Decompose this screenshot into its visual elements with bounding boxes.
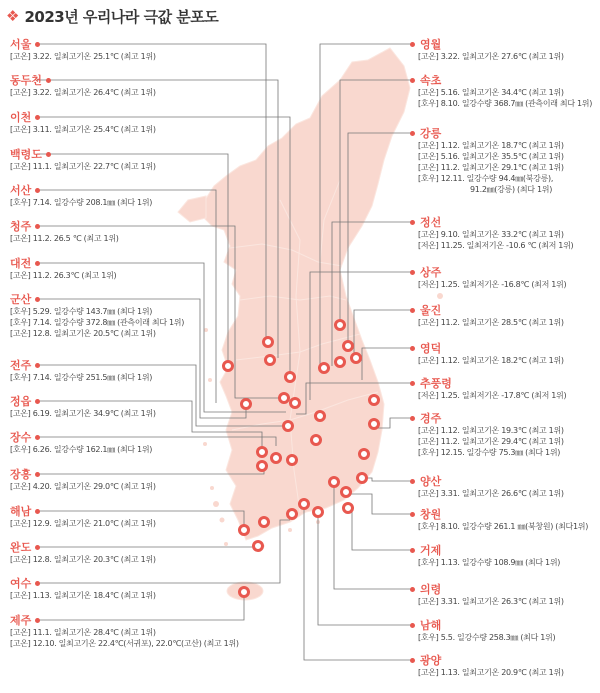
bullet-icon [410, 623, 415, 628]
station-record: [고온] 1.12. 일최고기온 19.3℃ (최고 1위) [418, 426, 564, 435]
bullet-icon [410, 512, 415, 517]
station-name: 대전 [10, 257, 32, 270]
station-record: [저온] 1.25. 일최저기온 -17.8℃ (최저 1위) [418, 391, 567, 400]
bullet-icon [35, 399, 40, 404]
station-name: 동두천 [10, 74, 42, 87]
bullet-icon [35, 115, 40, 120]
bullet-icon [410, 42, 415, 47]
station-record: [고온] 11.2. 일최고기온 29.4℃ (최고 1위) [418, 437, 564, 446]
station-record: [고온] 3.22. 일최고기온 26.4℃ (최고 1위) [10, 88, 156, 97]
marker-gyeongju [370, 420, 379, 429]
station-dongducheon [10, 74, 220, 98]
bullet-icon [410, 308, 415, 313]
station-record: [고온] 12.10. 일최고기온 22.4℃(서귀포), 22.0℃(고산) (최고 1위) [10, 639, 239, 648]
station-gunsan [10, 293, 220, 339]
station-record: [고온] 12.8. 일최고기온 20.5℃ (최고 1위) [10, 329, 156, 338]
station-record: [고온] 3.31. 일최고기온 26.6℃ (최고 1위) [418, 489, 564, 498]
bullet-icon [410, 658, 415, 663]
station-namhae [410, 619, 598, 643]
bullet-icon [410, 479, 415, 484]
station-record: [호우] 7.14. 일강수량 208.1㎜ (최다 1위) [10, 198, 153, 207]
station-cheongju [10, 220, 220, 244]
station-record: [고온] 11.1. 일최고기온 22.7℃ (최고 1위) [10, 162, 156, 171]
marker-sangju [291, 399, 300, 408]
station-record: [고온] 5.16. 일최고기온 35.5℃ (최고 1위) [418, 152, 564, 161]
station-icheon [10, 111, 220, 135]
station-yeosu [10, 577, 220, 601]
station-name: 거제 [420, 544, 442, 557]
station-name: 영덕 [420, 342, 442, 355]
station-record: [고온] 12.8. 일최고기온 20.3℃ (최고 1위) [10, 555, 156, 564]
station-record: [고온] 9.10. 일최고기온 33.2℃ (최고 1위) [418, 230, 564, 239]
bullet-icon [35, 42, 40, 47]
station-jeongeup [10, 395, 220, 419]
station-sokcho [410, 74, 598, 109]
station-record: [호우] 12.15. 일강수량 75.3㎜ (최다 1위) [418, 448, 561, 457]
station-record: [고온] 3.22. 일최고기온 27.6℃ (최고 1위) [418, 52, 564, 61]
marker-geoje [342, 488, 351, 497]
station-name: 남해 [420, 619, 442, 632]
station-name: 여수 [10, 577, 32, 590]
station-uiryeong [410, 583, 598, 607]
marker-changwon [358, 474, 367, 483]
leader-yangsan [364, 478, 412, 481]
station-name: 해남 [10, 505, 32, 518]
bullet-icon [35, 224, 40, 229]
marker-wando-2 [254, 542, 263, 551]
station-record: [호우] 8.10. 일강수량 368.7㎜ (관측이래 최다 1위) [418, 99, 593, 108]
station-name: 군산 [10, 293, 32, 306]
station-record: [호우] 12.11. 일강수량 94.4㎜(북강릉), [418, 174, 554, 183]
station-record: [고온] 1.13. 일최고기온 20.9℃ (최고 1위) [418, 668, 564, 677]
bullet-icon [410, 78, 415, 83]
bullet-icon [410, 381, 415, 386]
marker-uljin [352, 354, 361, 363]
leader-geoje [352, 506, 412, 550]
leader-namhae [318, 512, 412, 625]
marker-jeonju [312, 436, 321, 445]
station-name: 장흥 [10, 468, 32, 481]
station-baengnyeong [10, 148, 220, 172]
station-jeju [10, 614, 239, 649]
station-seosan [10, 184, 220, 208]
station-jeonju [10, 359, 220, 383]
bullet-icon [35, 545, 40, 550]
station-record: [고온] 11.2. 일최고기온 28.5℃ (최고 1위) [418, 318, 564, 327]
station-wando [10, 541, 220, 565]
marker-icheon [286, 373, 295, 382]
station-name: 서울 [10, 38, 32, 51]
marker-jeongseon [336, 358, 345, 367]
bullet-icon [410, 220, 415, 225]
bullet-icon [35, 472, 40, 477]
station-record: [고온] 6.19. 일최고기온 34.9℃ (최고 1위) [10, 409, 156, 418]
marker-jeju [240, 588, 249, 597]
marker-jangsu [272, 454, 281, 463]
station-name: 서산 [10, 184, 32, 197]
station-name: 양산 [420, 475, 442, 488]
station-name: 울진 [420, 304, 442, 317]
bullet-icon [35, 261, 40, 266]
station-record: [고온] 11.2. 26.5 ℃ (최고 1위) [10, 234, 119, 243]
station-changwon [410, 508, 598, 532]
marker-baengnyeong [224, 362, 233, 371]
station-name: 추풍령 [420, 377, 452, 390]
station-record: [호우] 7.14. 일강수량 372.8㎜ (관측이래 최다 1위) [10, 318, 185, 327]
station-name: 상주 [420, 266, 442, 279]
station-jangheung [10, 468, 220, 492]
station-uljin [410, 304, 598, 328]
station-gwangyang [410, 654, 598, 678]
station-record: [호우] 8.10. 일강수량 261.1 ㎜(북창원) (최다1위) [418, 522, 589, 531]
station-record: [고온] 3.22. 일최고기온 25.1℃ (최고 1위) [10, 52, 156, 61]
station-record: [고온] 11.2. 26.3℃ (최고 1위) [10, 271, 117, 280]
station-name: 백령도 [10, 148, 42, 161]
leader-changwon [344, 494, 412, 514]
station-record: [호우] 1.13. 일강수량 108.9㎜ (최다 1위) [418, 558, 561, 567]
marker-cheongju [280, 394, 289, 403]
bullet-icon [46, 78, 51, 83]
marker-namhae [344, 504, 353, 513]
marker-sokcho [336, 321, 345, 330]
station-chupungnyeong [410, 377, 598, 401]
station-record: [호우] 6.26. 일강수량 162.1㎜ (최다 1위) [10, 445, 153, 454]
station-record: [고온] 1.13. 일최고기온 18.4℃ (최고 1위) [10, 591, 156, 600]
marker-yeosu [314, 508, 323, 517]
map-header [6, 4, 218, 28]
station-record: [호우] 7.14. 일강수량 251.5㎜ (최다 1위) [10, 373, 153, 382]
bullet-icon [35, 188, 40, 193]
station-name: 장수 [10, 431, 32, 444]
leader-gwangyang [304, 504, 412, 660]
marker-gwangyang [300, 500, 309, 509]
bullet-icon [410, 587, 415, 592]
marker-gunsan [258, 448, 267, 457]
station-seoul [10, 38, 220, 62]
station-name: 정읍 [10, 395, 32, 408]
station-name: 광양 [420, 654, 442, 667]
bullet-icon [35, 581, 40, 586]
bullet-icon [410, 131, 415, 136]
station-record: [저온] 1.25. 일최저기온 -16.8℃ (최저 1위) [418, 280, 567, 289]
station-record: [고온] 11.2. 일최고기온 29.1℃ (최고 1위) [418, 163, 564, 172]
station-record: [고온] 1.12. 일최고기온 18.7℃ (최고 1위) [418, 141, 564, 150]
station-name: 의령 [420, 583, 442, 596]
marker-yangsan [360, 450, 369, 459]
station-daejeon [10, 257, 220, 281]
bullet-icon [35, 297, 40, 302]
station-record: [고온] 11.1. 일최고기온 28.4℃ (최고 1위) [10, 628, 156, 637]
bullet-icon [35, 509, 40, 514]
station-record: [저온] 11.25. 일최저기온 -10.6 ℃ (최저 1위) [418, 241, 574, 250]
marker-haenam [260, 518, 269, 527]
station-jangsu [10, 431, 220, 455]
marker-gangneung [344, 342, 353, 351]
station-record: [고온] 1.12. 일최고기온 18.2℃ (최고 1위) [418, 356, 564, 365]
marker-uiryeong [330, 478, 339, 487]
marker-chupungnyeong [316, 412, 325, 421]
bullet-icon [410, 416, 415, 421]
station-name: 창원 [420, 508, 442, 521]
marker-jangheung-2 [240, 526, 249, 535]
station-record: [고온] 4.20. 일최고기온 29.0℃ (최고 1위) [10, 482, 156, 491]
station-yeongwol [410, 38, 598, 62]
station-name: 이천 [10, 111, 32, 124]
station-name: 청주 [10, 220, 32, 233]
marker-yeongdeok [370, 396, 379, 405]
bullet-icon [46, 152, 51, 157]
station-name: 정선 [420, 216, 442, 229]
station-record: 91.2㎜(강릉) (최다 1위) [470, 185, 553, 194]
diamond-icon: ❖ [6, 7, 20, 25]
marker-jangheung [288, 456, 297, 465]
station-yeongdeok [410, 342, 598, 366]
station-record: [고온] 12.9. 일최고기온 21.0℃ (최고 1위) [10, 519, 156, 528]
station-name: 제주 [10, 614, 32, 627]
bullet-icon [410, 346, 415, 351]
station-yangsan [410, 475, 598, 499]
marker-seosan [242, 400, 251, 409]
station-sangju [410, 266, 598, 290]
station-name: 경주 [420, 412, 442, 425]
station-record: [고온] 3.11. 일최고기온 25.4℃ (최고 1위) [10, 125, 156, 134]
station-gangneung [410, 127, 598, 195]
marker-wando [288, 510, 297, 519]
bullet-icon [410, 548, 415, 553]
marker-dongducheon [266, 356, 275, 365]
marker-seoul [264, 338, 273, 347]
bullet-icon [35, 618, 40, 623]
station-name: 강릉 [420, 127, 442, 140]
station-gyeongju [410, 412, 598, 458]
marker-daejeon [284, 422, 293, 431]
station-record: [고온] 5.16. 일최고기온 34.4℃ (최고 1위) [418, 88, 564, 97]
bullet-icon [35, 435, 40, 440]
marker-jeongeup [258, 462, 267, 471]
station-jeongseon [410, 216, 598, 251]
station-haenam [10, 505, 220, 529]
bullet-icon [35, 363, 40, 368]
station-name: 영월 [420, 38, 442, 51]
station-geoje [410, 544, 598, 568]
marker-yeongwol [320, 364, 329, 373]
station-name: 전주 [10, 359, 32, 372]
station-name: 완도 [10, 541, 32, 554]
page-title: 2023년 우리나라 극값 분포도 [24, 7, 219, 26]
station-record: [고온] 3.31. 일최고기온 26.3℃ (최고 1위) [418, 597, 564, 606]
station-record: [호우] 5.5. 일강수량 258.3㎜ (최다 1위) [418, 633, 556, 642]
bullet-icon [410, 270, 415, 275]
station-record: [호우] 5.29. 일강수량 143.7㎜ (최다 1위) [10, 307, 153, 316]
station-name: 속초 [420, 74, 442, 87]
